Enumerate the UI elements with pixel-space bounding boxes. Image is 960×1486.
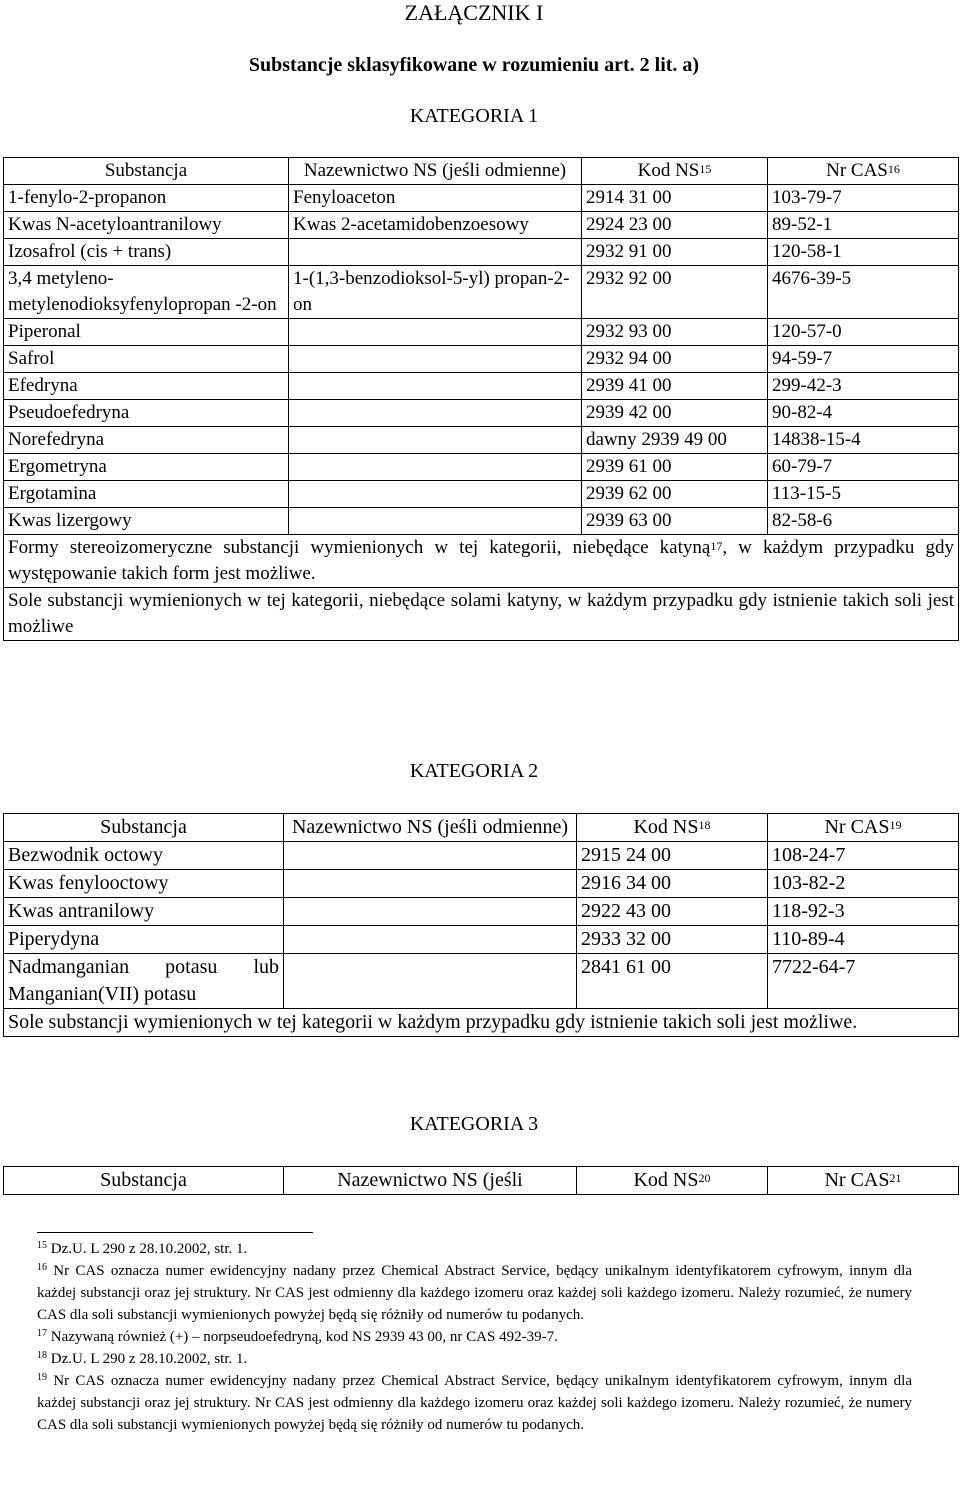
table-row <box>4 481 959 508</box>
cell-ns-name <box>289 346 582 373</box>
salts-note: Sole substancji wymienionych w tej kategorii, niebędące solami katyny, w każdym przypadku gdy istnienie takich soli jest możliwe <box>4 588 959 641</box>
footnote-text: Nr CAS oznacza numer ewidencyjny nadany przez Chemical Abstract Service, będący unikalnym identyfikatorem cyfrowym, innym dla każdej substancji oraz jej struktury. Nr CAS jest odmienny dla każdego izomeru oraz każdej soli każdego izomeru. Należy rozumieć, że numery CAS dla soli substancji wymienionych powyżej będą się różniły od numerów tu podanych. <box>37 1373 913 1433</box>
note-row <box>4 588 959 641</box>
header-ns-name: Nazewnictwo NS (jeśli <box>284 1167 577 1195</box>
table-row <box>4 185 959 212</box>
footnote-text: Dz.U. L 290 z 28.10.2002, str. 1. <box>50 1241 248 1257</box>
footnote <box>37 1238 912 1260</box>
footnote-text: Nazywaną również (+) – norpseudoefedryną, kod NS 2939 43 00, nr CAS 492-39-7. <box>50 1329 558 1345</box>
footnote-ref: 20 <box>698 1171 711 1185</box>
cell-ns-name <box>289 373 582 400</box>
footnote <box>37 1370 912 1436</box>
cell-ns-name <box>284 842 577 870</box>
cell-cas: 118-92-3 <box>768 898 959 926</box>
note-row <box>4 1009 959 1037</box>
cell-substance: Piperonal <box>4 319 289 346</box>
table-row <box>4 212 959 239</box>
cell-ns-name <box>289 454 582 481</box>
cell-ns-code: 2933 32 00 <box>577 926 768 954</box>
cell-substance: Kwas antranilowy <box>4 898 284 926</box>
table-row <box>4 954 959 1009</box>
cell-substance: Nadmanganian potasu lub Manganian(VII) potasu <box>4 954 284 1009</box>
cell-ns-code: 2939 42 00 <box>582 400 768 427</box>
footnote-text: Dz.U. L 290 z 28.10.2002, str. 1. <box>50 1351 248 1367</box>
header-cas: Nr CAS$^{19}$ <box>768 814 959 842</box>
cell-cas: 103-82-2 <box>768 870 959 898</box>
cell-ns-code: 2914 31 00 <box>582 185 768 212</box>
cell-substance: Efedryna <box>4 373 289 400</box>
table-row <box>4 454 959 481</box>
cell-ns-name: 1-(1,3-benzodioksol-5-yl) propan-2-on <box>289 266 582 319</box>
footnote-ref: 17 <box>710 539 723 553</box>
cell-ns-name <box>289 319 582 346</box>
cell-ns-code: 2932 94 00 <box>582 346 768 373</box>
cell-ns-code: 2915 24 00 <box>577 842 768 870</box>
cell-cas: 94-59-7 <box>768 346 959 373</box>
cell-ns-code: 2841 61 00 <box>577 954 768 1009</box>
table-row <box>4 266 959 319</box>
table-header-row <box>4 158 959 185</box>
cell-ns-name <box>284 954 577 1009</box>
cell-substance: Bezwodnik octowy <box>4 842 284 870</box>
footnote-ref: 15 <box>699 162 712 176</box>
note-row <box>4 535 959 588</box>
cell-cas: 299-42-3 <box>768 373 959 400</box>
cell-substance: Kwas fenylooctowy <box>4 870 284 898</box>
cell-substance: Kwas N-acetyloantranilowy <box>4 212 289 239</box>
cell-ns-code: 2932 93 00 <box>582 319 768 346</box>
cell-substance: Ergotamina <box>4 481 289 508</box>
footnote-separator <box>37 1232 313 1233</box>
table-header-row <box>4 814 959 842</box>
cell-cas: 120-57-0 <box>768 319 959 346</box>
header-cas: Nr CAS$^{16}$ <box>768 158 959 185</box>
cell-substance: Norefedryna <box>4 427 289 454</box>
category-2-table <box>3 813 959 1037</box>
cell-ns-code: 2939 63 00 <box>582 508 768 535</box>
cell-substance: 3,4 metyleno-metylenodioksyfenylopropan -2-on <box>4 266 289 319</box>
table-header-row <box>4 1167 959 1195</box>
cell-cas: 4676-39-5 <box>768 266 959 319</box>
cell-cas: 7722-64-7 <box>768 954 959 1009</box>
header-substance: Substancja <box>4 1167 284 1195</box>
footnote-ref: 18 <box>698 818 711 832</box>
header-ns-code: Kod NS$^{20}$ <box>577 1167 768 1195</box>
table-row <box>4 842 959 870</box>
cell-cas: 110-89-4 <box>768 926 959 954</box>
footnote-number: 19 <box>37 1372 47 1383</box>
footnote <box>37 1260 912 1326</box>
table-row <box>4 898 959 926</box>
cell-ns-name <box>284 898 577 926</box>
footnote-text: Nr CAS oznacza numer ewidencyjny nadany przez Chemical Abstract Service, będący unikalnym identyfikatorem cyfrowym, innym dla każdej substancji oraz jej struktury. Nr CAS jest odmienny dla każdego izomeru oraz każdej soli każdego izomeru. Należy rozumieć, że numery CAS dla soli substancji wymienionych powyżej będą się różniły od numerów tu podanych. <box>37 1263 913 1323</box>
table-row <box>4 373 959 400</box>
cell-ns-code: 2939 61 00 <box>582 454 768 481</box>
cell-ns-name <box>284 926 577 954</box>
footnote-ref: 19 <box>889 818 902 832</box>
cell-cas: 14838-15-4 <box>768 427 959 454</box>
cell-ns-code: 2916 34 00 <box>577 870 768 898</box>
category-1-heading: KATEGORIA 1 <box>409 105 539 127</box>
cell-cas: 90-82-4 <box>768 400 959 427</box>
cell-cas: 60-79-7 <box>768 454 959 481</box>
table-row <box>4 346 959 373</box>
footnote <box>37 1326 912 1348</box>
cell-ns-code: 2932 92 00 <box>582 266 768 319</box>
category-2-heading: KATEGORIA 2 <box>409 760 539 782</box>
cell-ns-code: 2932 91 00 <box>582 239 768 266</box>
cell-substance: Ergometryna <box>4 454 289 481</box>
stereoisomer-note: Formy stereoizomeryczne substancji wymienionych w tej kategorii, niebędące katyną$^{17}$, w każdym przypadku gdy występowanie takich form jest możliwe. <box>4 535 959 588</box>
table-row <box>4 508 959 535</box>
footnote-number: 18 <box>37 1350 47 1361</box>
cell-cas: 103-79-7 <box>768 185 959 212</box>
header-ns-code: Kod NS$^{18}$ <box>577 814 768 842</box>
header-substance: Substancja <box>4 814 284 842</box>
table-row <box>4 870 959 898</box>
cell-ns-name: Fenyloaceton <box>289 185 582 212</box>
category-1-table <box>3 157 959 641</box>
cell-cas: 108-24-7 <box>768 842 959 870</box>
footnote-number: 17 <box>37 1328 47 1339</box>
cell-ns-name <box>289 427 582 454</box>
cell-ns-code: 2922 43 00 <box>577 898 768 926</box>
cell-ns-name <box>289 508 582 535</box>
table-row <box>4 926 959 954</box>
cell-substance: 1-fenylo-2-propanon <box>4 185 289 212</box>
category-3-table <box>3 1166 959 1195</box>
header-ns-code: Kod NS$^{15}$ <box>582 158 768 185</box>
footnote-ref: 16 <box>887 162 900 176</box>
cell-substance: Piperydyna <box>4 926 284 954</box>
cell-ns-name: Kwas 2-acetamidobenzoesowy <box>289 212 582 239</box>
cell-ns-name <box>289 239 582 266</box>
annex-subtitle: Substancje sklasyfikowane w rozumieniu art. 2 lit. a) <box>248 54 700 76</box>
cell-ns-code: 2939 41 00 <box>582 373 768 400</box>
cell-ns-code: 2939 62 00 <box>582 481 768 508</box>
cell-substance: Kwas lizergowy <box>4 508 289 535</box>
footnote <box>37 1348 912 1370</box>
footnote-number: 16 <box>37 1262 47 1273</box>
table-row <box>4 400 959 427</box>
salts-note: Sole substancji wymienionych w tej kategorii w każdym przypadku gdy istnienie takich soli jest możliwe. <box>4 1009 959 1037</box>
footnote-number: 15 <box>37 1240 47 1251</box>
table-row <box>4 239 959 266</box>
cell-ns-name <box>289 400 582 427</box>
cell-substance: Pseudoefedryna <box>4 400 289 427</box>
cell-cas: 120-58-1 <box>768 239 959 266</box>
cell-substance: Izosafrol (cis + trans) <box>4 239 289 266</box>
cell-cas: 89-52-1 <box>768 212 959 239</box>
footnotes <box>37 1238 912 1436</box>
cell-ns-code: 2924 23 00 <box>582 212 768 239</box>
cell-ns-code: dawny 2939 49 00 <box>582 427 768 454</box>
category-3-heading: KATEGORIA 3 <box>409 1113 539 1135</box>
header-substance: Substancja <box>4 158 289 185</box>
header-ns-name: Nazewnictwo NS (jeśli odmienne) <box>289 158 582 185</box>
cell-substance: Safrol <box>4 346 289 373</box>
table-row <box>4 427 959 454</box>
header-cas: Nr CAS$^{21}$ <box>768 1167 959 1195</box>
cell-cas: 82-58-6 <box>768 508 959 535</box>
cell-ns-name <box>284 870 577 898</box>
table-row <box>4 319 959 346</box>
cell-cas: 113-15-5 <box>768 481 959 508</box>
header-ns-name: Nazewnictwo NS (jeśli odmienne) <box>284 814 577 842</box>
footnote-ref: 21 <box>889 1171 902 1185</box>
annex-title: ZAŁĄCZNIK I <box>404 0 544 25</box>
cell-ns-name <box>289 481 582 508</box>
